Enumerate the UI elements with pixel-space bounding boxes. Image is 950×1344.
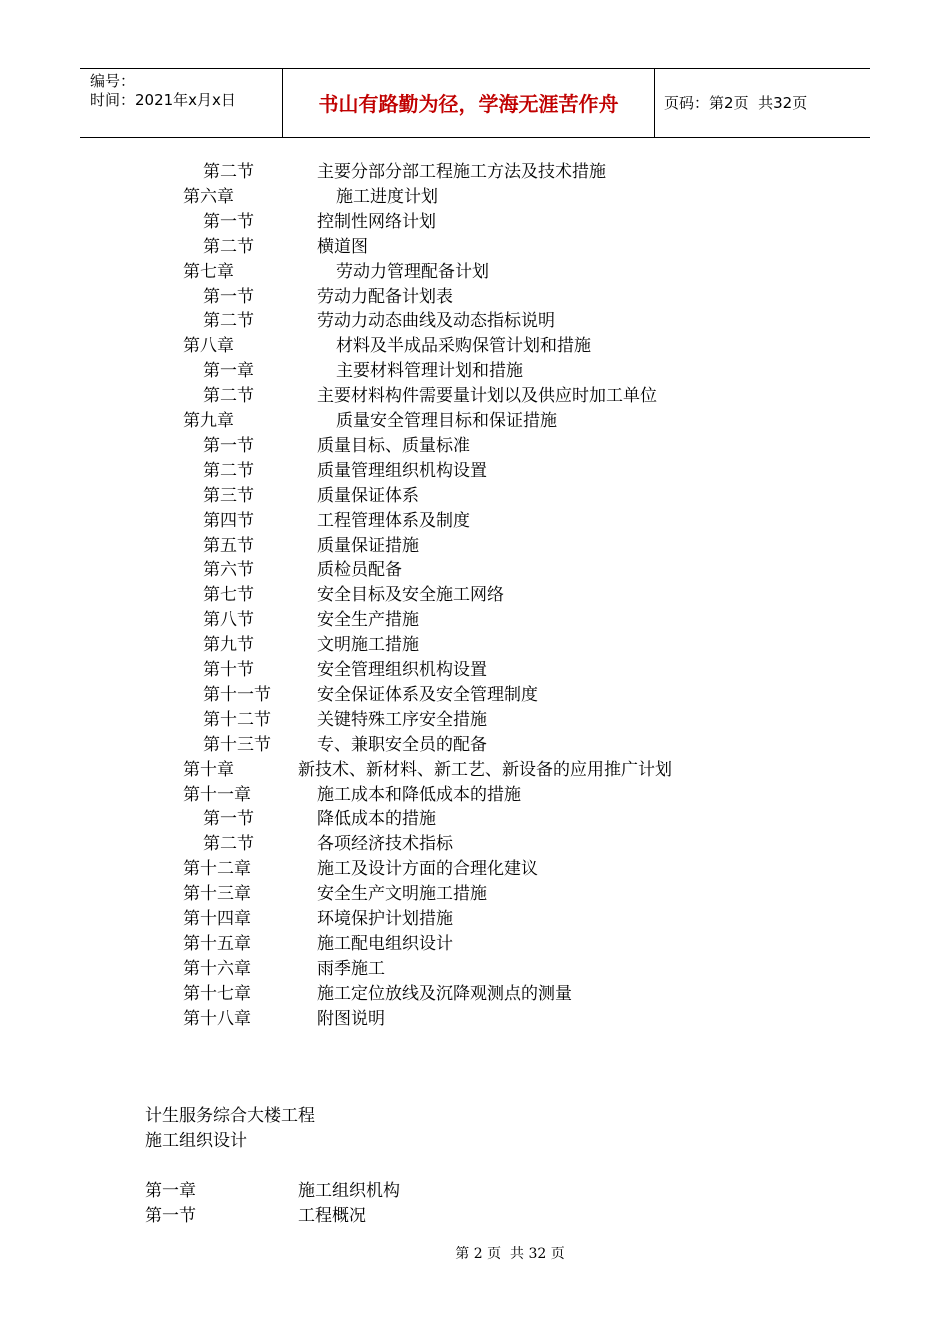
page-footer (0, 1244, 950, 1264)
toc-entry (0, 484, 950, 509)
toc-entry (0, 260, 950, 285)
toc-entry-title: 专、兼职安全员的配备 (317, 734, 487, 755)
project-name: 计生服务综合大楼工程 (145, 1106, 315, 1126)
toc-entry-title: 安全管理组织机构设置 (317, 660, 487, 680)
toc-entry-label: 第六章 (183, 186, 234, 207)
toc-entry-title: 主要分部分部工程施工方法及技术措施 (317, 162, 606, 182)
toc-entry-title: 劳动力动态曲线及动态指标说明 (317, 311, 555, 332)
page-header (80, 68, 870, 138)
toc-entry (0, 708, 950, 733)
toc-entry-label: 第九节 (203, 635, 254, 656)
toc-entry-label: 第十章 (183, 759, 234, 780)
header-page-total: 32 (773, 94, 793, 112)
header-page-prefix: 页码：第 (664, 94, 725, 112)
section-label: 第一节 (145, 1206, 196, 1226)
header-page-cell (655, 69, 870, 137)
toc-entry (0, 807, 950, 832)
toc-entry-title: 质量保证措施 (317, 535, 419, 556)
toc-entry (0, 882, 950, 907)
toc-entry (0, 160, 950, 185)
header-page-indicator (664, 93, 807, 113)
chapter-title: 施工组织机构 (298, 1181, 400, 1201)
toc-entry-label: 第一节 (203, 435, 254, 456)
chapter-heading (0, 1179, 950, 1204)
toc-entry-title: 安全生产措施 (317, 610, 419, 631)
footer-mid: 页 共 (487, 1246, 524, 1262)
toc-entry-label: 第十二章 (183, 859, 251, 880)
toc-entry-label: 第十三章 (183, 884, 251, 905)
header-motto-cell (283, 69, 655, 137)
toc-entry-title: 施工进度计划 (336, 186, 438, 207)
toc-entry (0, 534, 950, 559)
toc-entry (0, 558, 950, 583)
toc-entry (0, 285, 950, 310)
toc-entry-label: 第二节 (203, 162, 254, 182)
toc-entry-label: 第三节 (203, 485, 254, 506)
toc-entry (0, 982, 950, 1007)
toc-entry-title: 降低成本的措施 (317, 809, 436, 830)
toc-entry (0, 957, 950, 982)
toc-entry-label: 第八节 (203, 610, 254, 631)
toc-entry-title: 质量保证体系 (317, 485, 419, 506)
toc-entry-title: 施工定位放线及沉降观测点的测量 (317, 983, 572, 1004)
toc-entry-title: 工程管理体系及制度 (317, 510, 470, 531)
header-page-mid: 页 共 (733, 94, 774, 112)
toc-entry (0, 658, 950, 683)
toc-entry-label: 第一章 (203, 361, 254, 382)
toc-entry (0, 758, 950, 783)
toc-entry (0, 359, 950, 384)
toc-entry-title: 主要材料构件需要量计划以及供应时加工单位 (317, 386, 657, 407)
toc-entry (0, 907, 950, 932)
toc-entry (0, 733, 950, 758)
header-info-cell (80, 69, 283, 137)
toc-entry-title: 控制性网络计划 (317, 211, 436, 232)
toc-entry-label: 第七章 (183, 261, 234, 282)
toc-entry-label: 第九章 (183, 411, 234, 431)
footer-page-total: 32 (528, 1246, 547, 1262)
toc-entry-label: 第七节 (203, 585, 254, 606)
footer-prefix: 第 (455, 1246, 470, 1262)
toc-entry-label: 第十四章 (183, 909, 251, 929)
toc-entry-title: 主要材料管理计划和措施 (336, 361, 523, 382)
toc-entry-title: 劳动力配备计划表 (317, 286, 453, 307)
toc-entry-title: 雨季施工 (317, 958, 385, 979)
header-motto: 书山有路勤为径，学海无涯苦作舟 (318, 92, 619, 116)
toc-entry-title: 质量安全管理目标和保证措施 (336, 411, 557, 431)
toc-entry-label: 第十八章 (183, 1008, 251, 1029)
toc-entry-title: 关键特殊工序安全措施 (317, 709, 487, 730)
toc-entry-title: 劳动力管理配备计划 (336, 261, 489, 282)
toc-entry-title: 新技术、新材料、新工艺、新设备的应用推广计划 (298, 759, 672, 780)
toc-entry (0, 583, 950, 608)
document-number-label: 编号： (90, 72, 136, 90)
chapter-label: 第一章 (145, 1181, 196, 1201)
toc-entry (0, 932, 950, 957)
toc-entry (0, 185, 950, 210)
toc-entry-label: 第十一节 (203, 684, 271, 705)
toc-entry (0, 683, 950, 708)
toc-entry-title: 安全保证体系及安全管理制度 (317, 684, 538, 705)
toc-entry-label: 第十六章 (183, 958, 251, 979)
toc-entry-title: 安全生产文明施工措施 (317, 884, 487, 905)
toc-entry-title: 文明施工措施 (317, 635, 419, 656)
toc-entry (0, 633, 950, 658)
toc-entry (0, 857, 950, 882)
header-page-current: 2 (724, 94, 734, 112)
toc-entry-title: 安全目标及安全施工网络 (317, 585, 504, 606)
toc-entry-label: 第二节 (203, 386, 254, 407)
toc-entry-title: 各项经济技术指标 (317, 834, 453, 855)
toc-entry-label: 第五节 (203, 535, 254, 556)
toc-entry-label: 第十七章 (183, 983, 251, 1004)
toc-entry (0, 434, 950, 459)
toc-entry-label: 第一节 (203, 211, 254, 232)
document-time-label: 时间：2021年x月x日 (90, 91, 236, 109)
toc-entry (0, 1007, 950, 1032)
toc-entry-label: 第十五章 (183, 933, 251, 954)
toc-entry (0, 409, 950, 434)
footer-suffix: 页 (550, 1246, 565, 1262)
toc-entry-label: 第一节 (203, 809, 254, 830)
toc-entry-title: 材料及半成品采购保管计划和措施 (336, 336, 591, 357)
toc-entry-label: 第十节 (203, 660, 254, 680)
toc-entry-title: 施工及设计方面的合理化建议 (317, 859, 538, 880)
toc-entry (0, 210, 950, 235)
toc-entry-label: 第六节 (203, 560, 254, 581)
toc-entry-label: 第二节 (203, 834, 254, 855)
toc-entry (0, 235, 950, 260)
toc-entry-label: 第二节 (203, 311, 254, 332)
toc-entry-label: 第二节 (203, 460, 254, 481)
toc-entry (0, 334, 950, 359)
toc-entry-title: 附图说明 (317, 1008, 385, 1029)
toc-entry-title: 环境保护计划措施 (317, 909, 453, 929)
toc-entry (0, 832, 950, 857)
toc-entry-label: 第十一章 (183, 784, 251, 805)
toc-entry (0, 384, 950, 409)
toc-entry-label: 第十二节 (203, 709, 271, 730)
toc-entry-title: 质量管理组织机构设置 (317, 460, 487, 481)
toc-entry (0, 459, 950, 484)
footer-page-current: 2 (473, 1246, 483, 1262)
toc-entry-label: 第二节 (203, 236, 254, 257)
section-title: 工程概况 (298, 1206, 366, 1226)
toc-entry (0, 509, 950, 534)
toc-entry (0, 309, 950, 334)
section-heading (0, 1204, 950, 1229)
toc-entry (0, 608, 950, 633)
toc-entry (0, 783, 950, 808)
toc-entry-label: 第一节 (203, 286, 254, 307)
toc-entry-label: 第四节 (203, 510, 254, 531)
toc-entry-title: 横道图 (317, 236, 368, 257)
toc-entry-title: 质量目标、质量标准 (317, 435, 470, 456)
header-page-suffix: 页 (792, 94, 808, 112)
toc-entry-title: 施工配电组织设计 (317, 933, 453, 954)
document-name: 施工组织设计 (145, 1131, 247, 1151)
toc-entry-title: 施工成本和降低成本的措施 (317, 784, 521, 805)
toc-entry-title: 质检员配备 (317, 560, 402, 581)
toc-entry-label: 第八章 (183, 336, 234, 357)
toc-entry-label: 第十三节 (203, 734, 271, 755)
